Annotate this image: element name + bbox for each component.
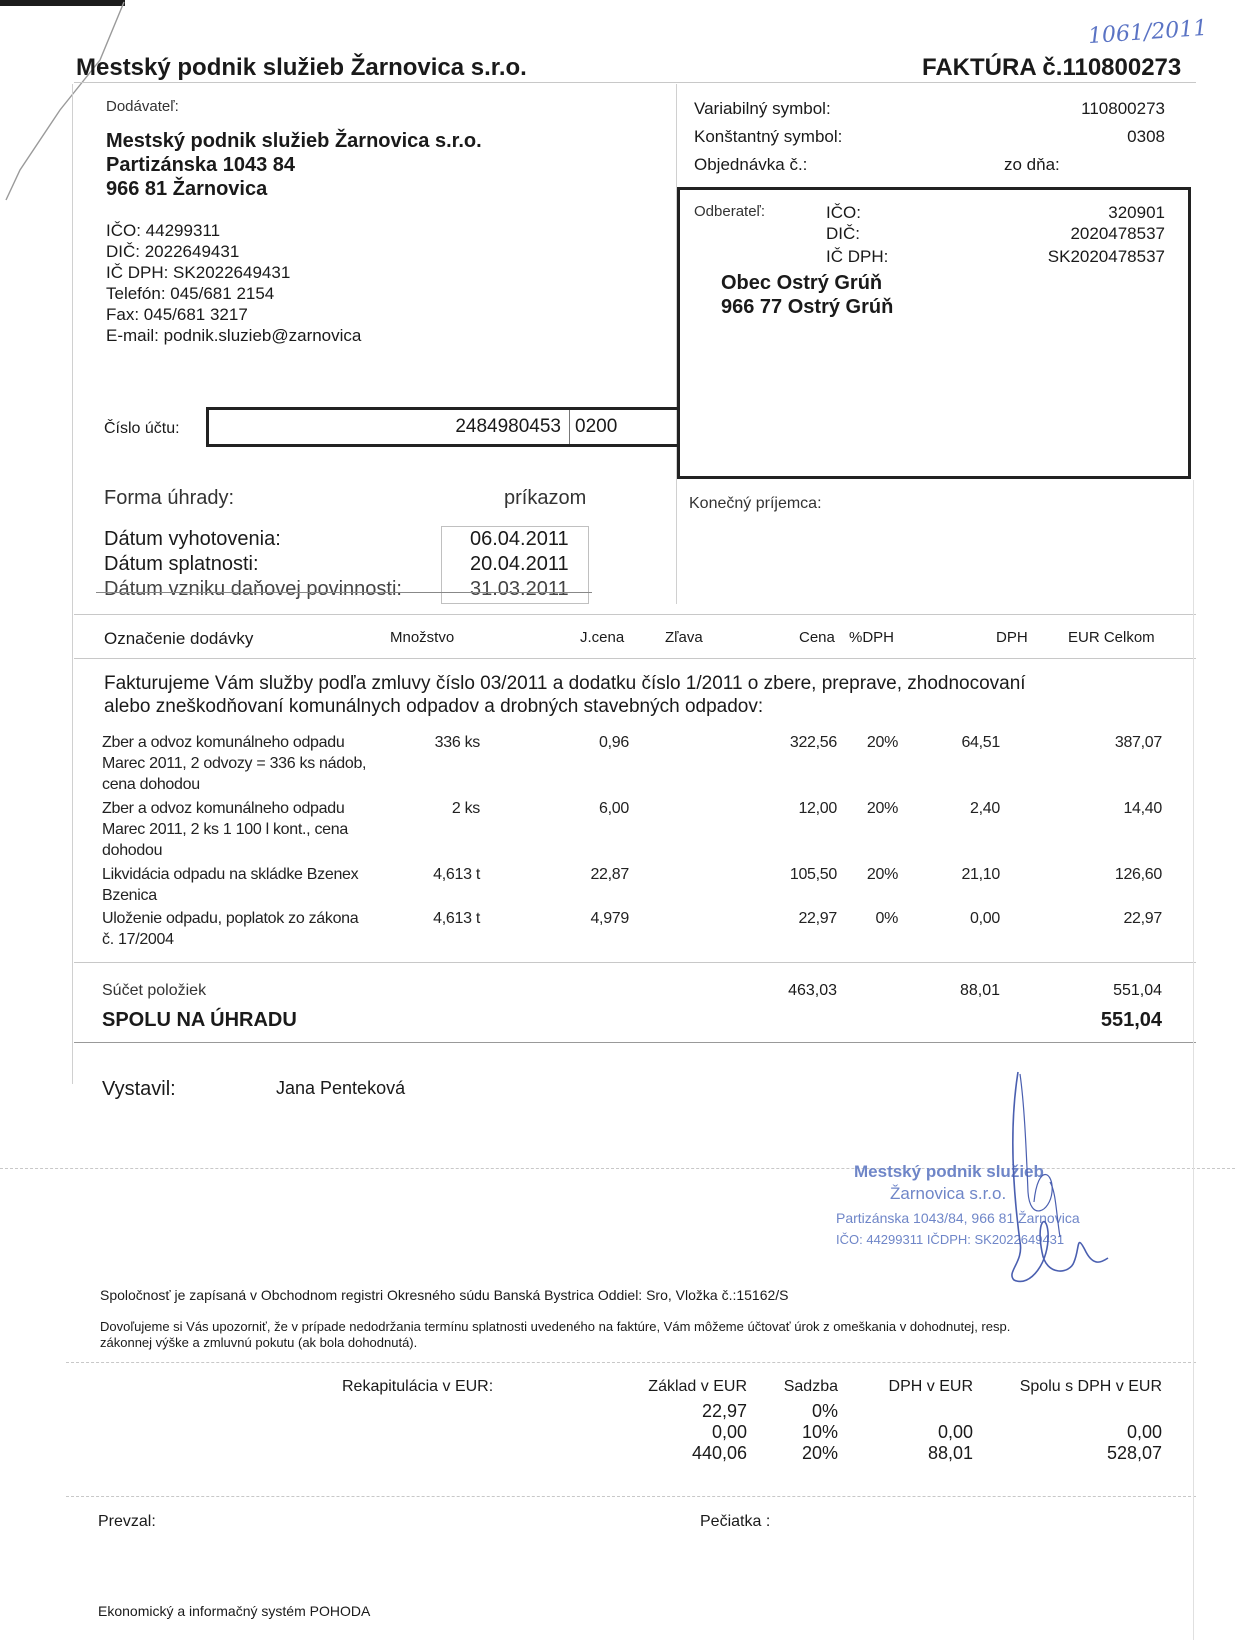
sum-total: 551,04 bbox=[1113, 982, 1162, 999]
sum-price: 463,03 bbox=[788, 982, 837, 999]
supplier-email: E-mail: podnik.sluzieb@zarnovica bbox=[106, 326, 362, 345]
account-label: Číslo účtu: bbox=[104, 420, 180, 437]
col-header-price: Cena bbox=[799, 629, 835, 646]
item-qty: 2 ks bbox=[451, 800, 480, 817]
supplier-label: Dodávateľ: bbox=[106, 98, 179, 115]
item-desc-line2: č. 17/2004 bbox=[102, 931, 174, 948]
system-label: Ekonomický a informačný systém POHODA bbox=[98, 1603, 371, 1619]
dates-strike-line bbox=[96, 592, 592, 593]
item-unit-price: 4,979 bbox=[590, 910, 629, 927]
supplier-name: Mestský podnik služieb Žarnovica s.r.o. bbox=[106, 130, 482, 152]
items-bottom-rule bbox=[74, 962, 1196, 963]
total-due-value: 551,04 bbox=[1100, 1009, 1162, 1031]
customer-city: 966 77 Ostrý Grúň bbox=[721, 296, 894, 318]
footer-rule bbox=[66, 1362, 1196, 1363]
tax-date-label: Dátum vzniku daňovej povinnosti: bbox=[104, 578, 402, 600]
customer-label: Odberateľ: bbox=[694, 203, 766, 220]
signature bbox=[990, 1062, 1130, 1302]
item-total: 387,07 bbox=[1114, 734, 1162, 751]
item-desc-line1: Zber a odvoz komunálneho odpadu bbox=[102, 734, 345, 751]
warning-line1: Dovoľujeme si Vás upozorniť, že v prípade nedodržania termínu splatnosti uvedeného na faktúre, Vám môžeme účtovať úrok z omeškania v dohodnutej, resp. bbox=[100, 1319, 1011, 1334]
item-price: 12,00 bbox=[798, 800, 837, 817]
customer-dic-label: DIČ: bbox=[826, 224, 860, 243]
customer-icdph-label: IČ DPH: bbox=[826, 247, 889, 266]
left-frame-line bbox=[72, 84, 73, 1084]
table-header-rule bbox=[74, 658, 1196, 659]
item-unit-price: 22,87 bbox=[590, 866, 629, 883]
item-desc-line2: Marec 2011, 2 odvozy = 336 ks nádob, bbox=[102, 755, 367, 772]
item-qty: 4,613 t bbox=[433, 866, 480, 883]
customer-ico-label: IČO: bbox=[826, 203, 861, 222]
constant-symbol-label: Konštantný symbol: bbox=[694, 127, 843, 146]
item-unit-price: 0,96 bbox=[599, 734, 629, 751]
supplier-dic: DIČ: 2022649431 bbox=[106, 242, 240, 261]
company-header: Mestský podnik služieb Žarnovica s.r.o. bbox=[76, 54, 527, 81]
item-desc-line1: Likvidácia odpadu na skládke Bzenex bbox=[102, 866, 359, 883]
supplier-icdph: IČ DPH: SK2022649431 bbox=[106, 263, 291, 282]
account-divider bbox=[569, 410, 570, 444]
totals-bottom-rule bbox=[74, 1042, 1196, 1043]
order-number-label: Objednávka č.: bbox=[694, 155, 808, 174]
item-vat: 64,51 bbox=[961, 734, 1000, 751]
register-note: Spoločnosť je zapísaná v Obchodnom registri Okresného súdu Banská Bystrica Oddiel: Sro, Vložka č.:15162/S bbox=[100, 1287, 789, 1303]
invoice-intro-line1: Fakturujeme Vám služby podľa zmluvy číslo 03/2011 a dodatku číslo 1/2011 o zbere, preprave, zhodnocovaní bbox=[104, 673, 1026, 694]
issued-by-name: Jana Penteková bbox=[276, 1078, 406, 1098]
issue-date-value: 06.04.2011 bbox=[470, 528, 569, 550]
item-unit-price: 6,00 bbox=[599, 800, 629, 817]
col-header-desc: Označenie dodávky bbox=[104, 629, 254, 648]
supplier-phone: Telefón: 045/681 2154 bbox=[106, 284, 275, 303]
variable-symbol-label: Variabilný symbol: bbox=[694, 99, 831, 118]
item-vat: 2,40 bbox=[970, 800, 1000, 817]
issued-by-label: Vystavil: bbox=[102, 1078, 176, 1100]
item-total: 14,40 bbox=[1123, 800, 1162, 817]
recap-total: 528,07 bbox=[1106, 1443, 1162, 1463]
item-vat-rate: 20% bbox=[866, 800, 898, 817]
recap-bottom-rule bbox=[66, 1496, 1196, 1497]
variable-symbol-value: 110800273 bbox=[1081, 99, 1165, 118]
tax-date-value: 31.03.2011 bbox=[470, 578, 569, 600]
payment-form-value: príkazom bbox=[504, 487, 587, 509]
item-vat-rate: 20% bbox=[866, 734, 898, 751]
item-desc-line3: cena dohodou bbox=[102, 776, 200, 793]
bank-code: 0200 bbox=[575, 416, 618, 437]
payment-bottom-rule bbox=[74, 614, 1196, 615]
col-header-discount: Zľava bbox=[665, 629, 703, 646]
customer-name: Obec Ostrý Grúň bbox=[721, 272, 883, 294]
payment-form-label: Forma úhrady: bbox=[104, 487, 235, 509]
order-date-label: zo dňa: bbox=[1004, 155, 1060, 174]
item-vat: 0,00 bbox=[970, 910, 1000, 927]
warning-line2: zákonnej výške a zmluvnú pokutu (ak bola dohodnutá). bbox=[100, 1335, 418, 1350]
recap-total: 0,00 bbox=[1126, 1422, 1162, 1442]
recap-base: 440,06 bbox=[691, 1443, 747, 1463]
recap-rate: 10% bbox=[801, 1422, 838, 1442]
col-header-vat-rate: %DPH bbox=[849, 629, 895, 646]
recap-vat: 0,00 bbox=[937, 1422, 973, 1442]
recap-vat: 88,01 bbox=[927, 1443, 973, 1463]
supplier-street: Partizánska 1043 84 bbox=[106, 154, 296, 176]
col-header-vat: DPH bbox=[996, 629, 1028, 646]
constant-symbol-value: 0308 bbox=[1127, 127, 1165, 146]
item-qty: 4,613 t bbox=[433, 910, 480, 927]
total-due-label: SPOLU NA ÚHRADU bbox=[102, 1009, 297, 1031]
recap-base: 22,97 bbox=[701, 1401, 747, 1421]
account-number: 2484980453 bbox=[455, 416, 561, 437]
invoice-title: FAKTÚRA č.110800273 bbox=[922, 54, 1182, 81]
stamp-line4: IČO: 44299311 IČDPH: SK2022649431 bbox=[836, 1232, 1065, 1247]
item-qty: 336 ks bbox=[434, 734, 480, 751]
customer-icdph-value: SK2020478537 bbox=[1047, 247, 1165, 266]
item-desc-line2: Bzenica bbox=[102, 887, 157, 904]
stamp-line2: Žarnovica s.r.o. bbox=[890, 1184, 1007, 1203]
due-date-label: Dátum splatnosti: bbox=[104, 553, 259, 575]
page-right-edge bbox=[1193, 480, 1194, 1640]
due-date-value: 20.04.2011 bbox=[470, 553, 569, 575]
issue-date-label: Dátum vyhotovenia: bbox=[104, 528, 281, 550]
sum-label: Súčet položiek bbox=[102, 982, 207, 999]
received-by-label: Prevzal: bbox=[98, 1513, 156, 1530]
stamp-line3: Partizánska 1043/84, 966 81 Žarnovica bbox=[836, 1210, 1080, 1226]
item-price: 105,50 bbox=[789, 866, 837, 883]
recap-header-base: Základ v EUR bbox=[648, 1378, 747, 1395]
col-header-qty: Množstvo bbox=[390, 629, 455, 646]
recap-base: 0,00 bbox=[711, 1422, 747, 1442]
header-rule bbox=[74, 82, 1196, 83]
recap-header-vat: DPH v EUR bbox=[888, 1378, 973, 1395]
supplier-fax: Fax: 045/681 3217 bbox=[106, 305, 248, 324]
col-header-unit-price: J.cena bbox=[580, 629, 625, 646]
invoice-intro-line2: alebo zneškodňovaní komunálnych odpadov a drobných stavebných odpadov: bbox=[104, 696, 764, 717]
customer-ico-value: 320901 bbox=[1108, 203, 1165, 222]
item-total: 126,60 bbox=[1114, 866, 1162, 883]
item-vat-rate: 0% bbox=[875, 910, 898, 927]
final-recipient-label: Konečný príjemca: bbox=[689, 495, 822, 512]
recap-header-total: Spolu s DPH v EUR bbox=[1019, 1378, 1162, 1395]
col-header-total: EUR Celkom bbox=[1068, 629, 1155, 646]
item-vat-rate: 20% bbox=[866, 866, 898, 883]
item-desc-line1: Zber a odvoz komunálneho odpadu bbox=[102, 800, 345, 817]
item-desc-line2: Marec 2011, 2 ks 1 100 l kont., cena bbox=[102, 821, 348, 838]
customer-dic-value: 2020478537 bbox=[1070, 224, 1165, 243]
recap-header-rate: Sadzba bbox=[783, 1378, 838, 1395]
recap-rate: 20% bbox=[801, 1443, 838, 1463]
item-desc-line1: Uloženie odpadu, poplatok zo zákona bbox=[102, 910, 359, 927]
supplier-city: 966 81 Žarnovica bbox=[106, 178, 268, 200]
recap-rate: 0% bbox=[811, 1401, 838, 1421]
stamp-line1: Mestský podnik služieb bbox=[854, 1162, 1044, 1181]
item-vat: 21,10 bbox=[961, 866, 1000, 883]
supplier-ico: IČO: 44299311 bbox=[106, 221, 221, 240]
item-desc-line3: dohodou bbox=[102, 842, 163, 859]
item-price: 22,97 bbox=[798, 910, 837, 927]
seal-label: Pečiatka : bbox=[700, 1513, 771, 1530]
item-total: 22,97 bbox=[1123, 910, 1162, 927]
recap-label: Rekapitulácia v EUR: bbox=[342, 1378, 494, 1395]
handwritten-reference: 1061/2011 bbox=[1087, 15, 1209, 50]
sum-vat: 88,01 bbox=[959, 982, 1000, 999]
item-price: 322,56 bbox=[789, 734, 837, 751]
